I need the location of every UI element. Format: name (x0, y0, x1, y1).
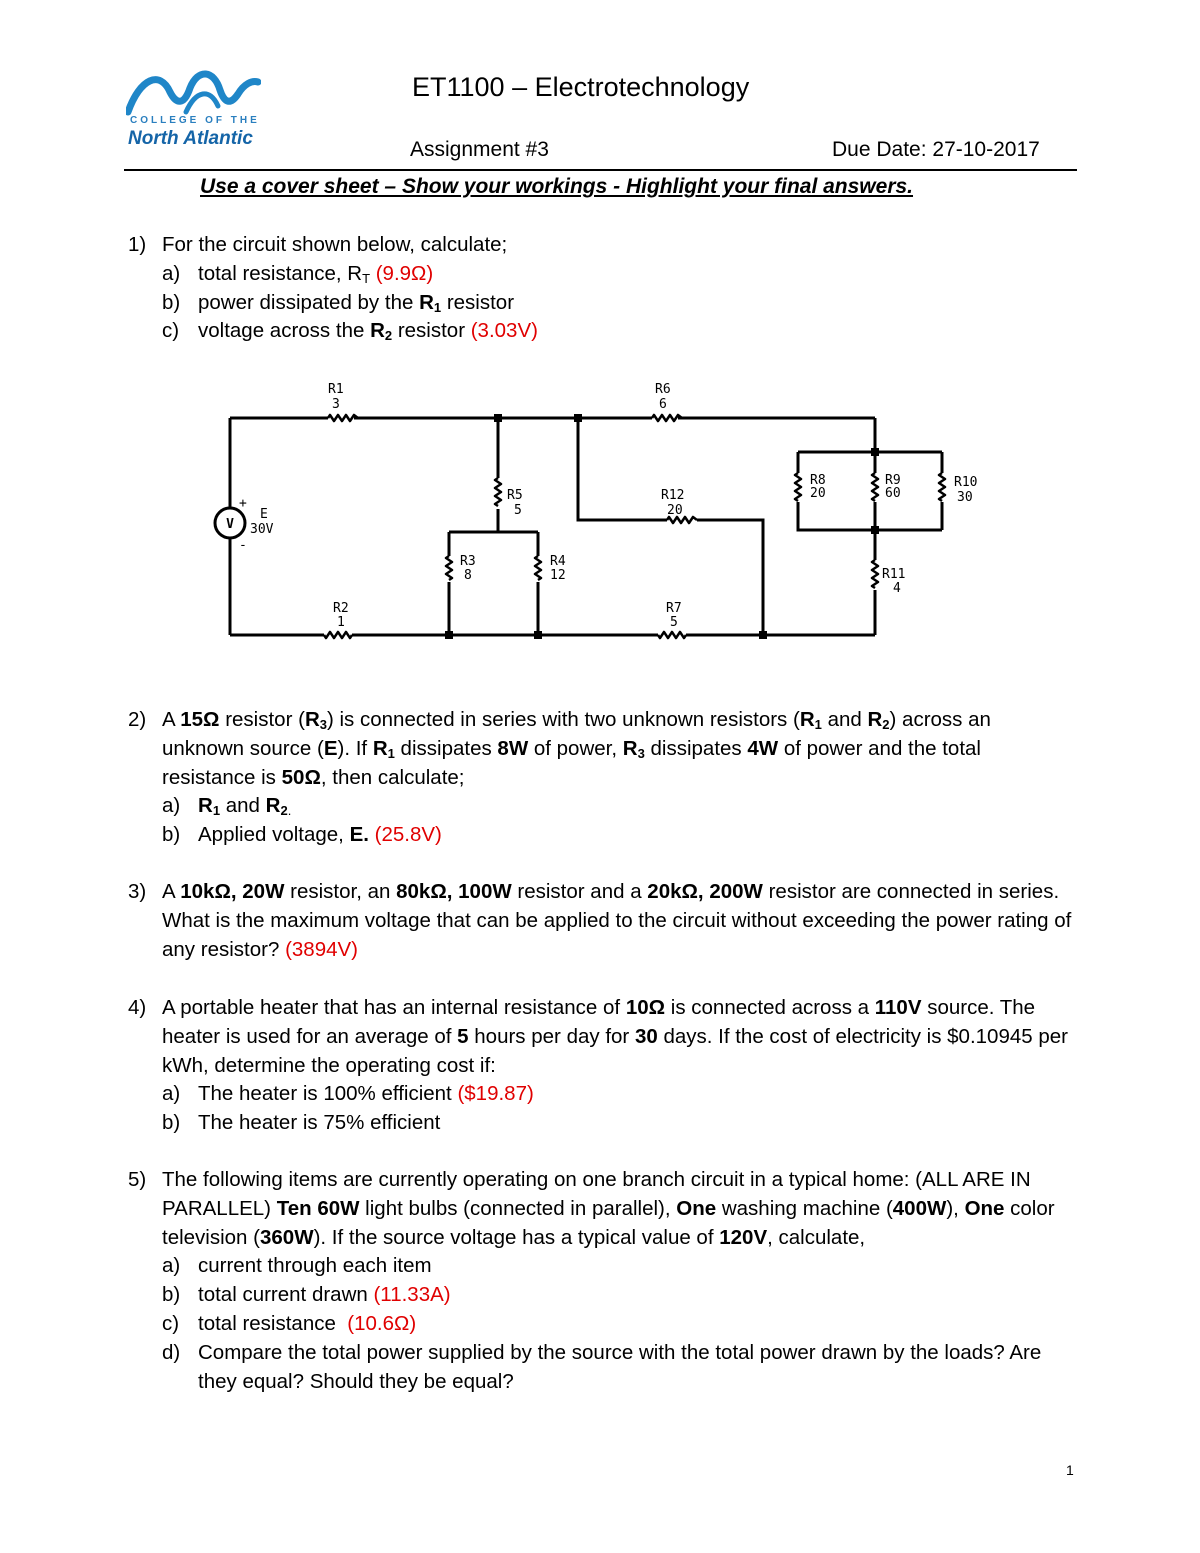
question-3 (128, 878, 1073, 964)
sub-question-a: a) $R_1$ and $R_{2.}$ (162, 794, 292, 819)
label-r1-value: 3 (332, 397, 340, 412)
label-r1-name: R1 (328, 382, 344, 397)
label-r4-name: R4 (550, 554, 566, 569)
label-r6-value: 6 (659, 397, 667, 412)
question-2 (128, 706, 1073, 850)
resistor-r9 (872, 473, 878, 501)
source-value: 30V (250, 522, 274, 537)
logo-wave-icon (126, 66, 261, 116)
assignment-label: Assignment #3 (410, 138, 549, 161)
page-number: 1 (1066, 1462, 1074, 1478)
resistor-r5 (495, 478, 501, 506)
label-r10-value: 30 (957, 490, 973, 505)
answer: (25.8V) (374, 823, 442, 847)
label-r7-value: 5 (670, 615, 678, 630)
label-r3-name: R3 (460, 554, 476, 569)
instructions: Use a cover sheet – Show your workings - Highlight your final answers. (200, 175, 914, 198)
resistor-r7 (658, 632, 686, 638)
sub-question-b: b) The heater is 75% efficient (162, 1111, 441, 1135)
label-r11-name: R11 (882, 567, 906, 582)
resistor-r11 (872, 560, 878, 588)
answer: (11.33A) (373, 1283, 451, 1307)
sub-question-b: b) Applied voltage, E. (25.8V) (162, 823, 442, 847)
label-r6-name: R6 (655, 382, 671, 397)
label-r8-name: R8 (810, 473, 826, 488)
resistor-r8 (795, 473, 801, 501)
resistor-r6 (652, 415, 682, 421)
sub-question-b: b) power dissipated by the $R_1$ resistor (162, 290, 515, 315)
question-number: 2) (128, 708, 147, 731)
question-text: A portable heater that has an internal resistance of 10Ω is connected across a 110V source. The heater is used for an average of 5 hours per day for 30 days. If the cost of electricity is $0.10945 per kWh, determine the operating cost if: (162, 996, 1068, 1077)
sub-question-c: c) voltage across the $R_2$ resistor (3.03V) (162, 319, 538, 344)
sub-question-a: a) total resistance, $R_T$ (9.9Ω) (162, 261, 434, 286)
label-r2-name: R2 (333, 601, 349, 616)
header-divider (124, 169, 1077, 171)
sub-question-d: d) Compare the total power supplied by the source with the total power drawn by the loads? Are they equal? Should they be equal? (162, 1340, 1042, 1393)
question-number: 5) (128, 1168, 147, 1191)
label-r12-value: 20 (667, 503, 683, 518)
resistor-r4 (535, 556, 541, 580)
question-number: 4) (128, 996, 147, 1019)
page-title: ET1100 – Electrotechnology (412, 72, 750, 102)
sub-question-a: a) The heater is 100% efficient ($19.87) (162, 1082, 534, 1106)
label-r11-value: 4 (893, 581, 901, 596)
source-name: E (260, 507, 268, 522)
resistor-r1 (328, 415, 358, 421)
question-1 (128, 231, 1073, 346)
due-date: Due Date: 27-10-2017 (832, 138, 1040, 161)
source-minus: - (239, 538, 247, 553)
sub-question-c: c) total resistance (10.6Ω) (162, 1311, 417, 1335)
label-r4-value: 12 (550, 568, 566, 583)
question-text: A 10kΩ, 20W resistor, an 80kΩ, 100W resistor and a 20kΩ, 200W resistor are connected in series. What is the maximum voltage that can be applied to the circuit without exceeding the power rating of any resistor? (3894V) (162, 880, 1072, 961)
label-r8-value: 20 (810, 486, 826, 501)
sub-question-b: b) total current drawn (11.33A) (162, 1283, 451, 1307)
circuit-diagram (212, 375, 1002, 650)
source-plus: + (239, 496, 247, 511)
resistor-r10 (939, 473, 945, 501)
question-intro: For the circuit shown below, calculate; (162, 233, 508, 256)
logo-college-text: COLLEGE OF THE (130, 115, 260, 126)
label-r5-value: 5 (514, 503, 522, 518)
answer: (3894V) (285, 937, 358, 961)
answer: (3.03V) (470, 319, 538, 343)
label-r9-name: R9 (885, 473, 901, 488)
logo-name-text: North Atlantic (128, 128, 253, 149)
question-text: The following items are currently operating on one branch circuit in a typical home: (ALL ARE IN PARALLEL) Ten 60W light bulbs (connected in parallel), One washing machine (400W), One color television (360W). If the source voltage has a typical value of 120V, calculate, (162, 1168, 1055, 1249)
resistor-r2 (324, 632, 352, 638)
label-r3-value: 8 (464, 568, 472, 583)
sub-question-a: a) current through each item (162, 1254, 432, 1278)
question-number: 1) (128, 233, 147, 256)
label-r7-name: R7 (666, 601, 682, 616)
answer: (9.9Ω) (375, 261, 434, 285)
label-r5-name: R5 (507, 488, 523, 503)
label-r9-value: 60 (885, 486, 901, 501)
question-4 (128, 994, 1073, 1138)
answer: ($19.87) (457, 1082, 534, 1106)
resistor-r3 (446, 556, 452, 580)
answer: (10.6Ω) (347, 1311, 417, 1335)
label-r2-value: 1 (337, 615, 345, 630)
label-r10-name: R10 (954, 475, 978, 490)
label-r12-name: R12 (661, 488, 685, 503)
college-logo (126, 66, 261, 156)
source-symbol: V (226, 517, 234, 532)
question-text: A 15Ω resistor $(R_3)$ is connected in series with two unknown resistors ($R_1$ and $R_2$) across an unknown source (E). If $R_1$ dissipates 8W of power, $R_3$ dissipates 4W of power and the total resistance is 50Ω, then calculate; (162, 708, 991, 789)
question-5 (128, 1166, 1073, 1396)
question-number: 3) (128, 880, 147, 903)
